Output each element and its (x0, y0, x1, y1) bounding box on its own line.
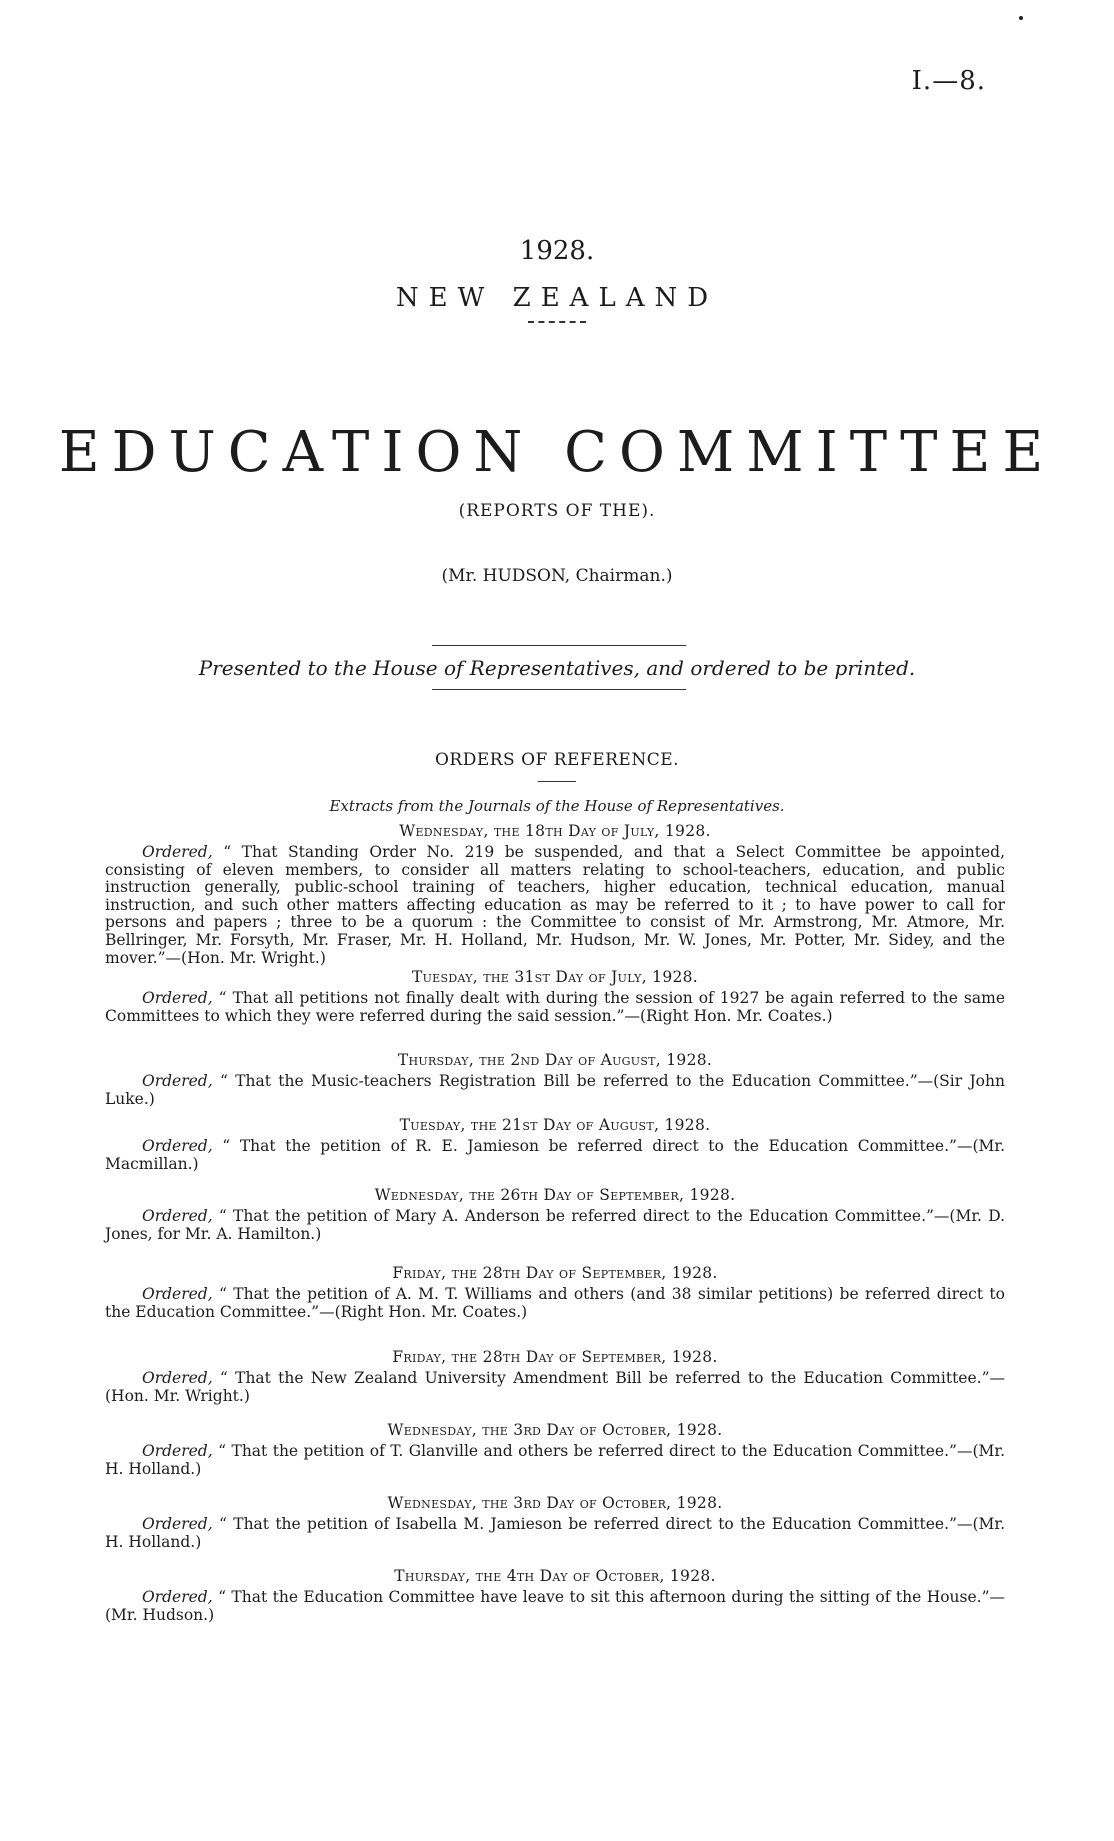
entry-date: Tuesday, the 31st Day of July, 1928. (411, 968, 699, 986)
entry-order-text: “ That the petition of Mary A. Anderson be referred direct to the Education Committee.”—(Mr. D. Jones, for Mr. A. Hamilton.) (105, 1207, 1005, 1243)
entry-text (105, 1208, 1005, 1243)
entry-text (105, 1073, 1005, 1108)
entry-order-text: “ That the New Zealand University Amendment Bill be referred to the Education Committee.”—(Hon. Mr. Wright.) (105, 1369, 1005, 1405)
order-entry (105, 1494, 1005, 1551)
entry-text (105, 1370, 1005, 1405)
entry-order-text: “ That the petition of A. M. T. Williams and others (and 38 similar petitions) be referred direct to the Education Committee.”—(Right Hon. Mr. Coates.) (105, 1285, 1005, 1321)
entry-date: Wednesday, the 3rd Day of October, 1928. (387, 1494, 723, 1512)
ordered-label: Ordered, (142, 1072, 213, 1090)
chairman-line: (Mr. HUDSON, Chairman.) (441, 566, 673, 586)
short-rule (538, 781, 576, 782)
entry-text (105, 1286, 1005, 1321)
entry-order-text: “ That all petitions not finally dealt with during the session of 1927 be again referred to the same Committees to which they were referred during the said session.”—(Right Hon. Mr. Coates.) (105, 989, 1006, 1025)
ordered-label: Ordered, (142, 989, 213, 1007)
entry-text (105, 1516, 1005, 1551)
entry-date: Wednesday, the 3rd Day of October, 1928. (387, 1421, 723, 1439)
entry-text (105, 1443, 1005, 1478)
page-subtitle: (REPORTS OF THE). (458, 501, 656, 521)
entry-order-text: “ That the petition of T. Glanville and others be referred direct to the Education Committee.”—(Mr. H. Holland.) (105, 1442, 1005, 1478)
order-entry (105, 1348, 1005, 1405)
entry-text (105, 1589, 1005, 1624)
ordered-label: Ordered, (142, 843, 213, 861)
entry-date: Thursday, the 4th Day of October, 1928. (394, 1567, 716, 1585)
rule-above-presented (432, 645, 686, 646)
entry-date: Wednesday, the 18th Day of July, 1928. (399, 822, 711, 840)
entry-date: Friday, the 28th Day of September, 1928. (392, 1348, 718, 1366)
entry-date: Tuesday, the 21st Day of August, 1928. (399, 1116, 711, 1134)
ordered-label: Ordered, (142, 1442, 213, 1460)
entry-date: Thursday, the 2nd Day of August, 1928. (397, 1051, 713, 1069)
document-reference: I.—8. (911, 66, 986, 96)
rule-below-presented (432, 689, 686, 690)
entry-order-text: “ That the Education Committee have leave to sit this afternoon during the sitting of the House.”—(Mr. Hudson.) (105, 1588, 1005, 1624)
order-entry (105, 1567, 1005, 1624)
entry-order-text: “ That the Music-teachers Registration Bill be referred to the Education Committee.”—(Sir John Luke.) (105, 1072, 1005, 1108)
ordered-label: Ordered, (142, 1137, 213, 1155)
order-entry (105, 1421, 1005, 1478)
entry-order-text: “ That the petition of R. E. Jamieson be referred direct to the Education Committee.”—(Mr. Macmillan.) (105, 1137, 1005, 1173)
order-entry (105, 1186, 1005, 1243)
entry-order-text: “ That Standing Order No. 219 be suspended, and that a Select Committee be appointed, consisting of eleven members, to consider all matters relating to school-teachers, education, and public instruction generally, public-school training of teachers, higher education, technical education, manual instruction, and such other matters affecting education as may be referred to it ; to have power to call for persons and papers ; three to be a quorum : the Committee to consist of Mr. Armstrong, Mr. Atmore, Mr. Bellringer, Mr. Forsyth, Mr. Fraser, Mr. H. Holland, Mr. Hudson, Mr. W. Jones, Mr. Potter, Mr. Sidey, and the mover.”—(Hon. Mr. Wright.) (105, 843, 1005, 967)
page-title: EDUCATION COMMITTEE (58, 420, 1056, 485)
extracts-subheading: Extracts from the Journals of the House of Representatives. (329, 797, 785, 815)
ordered-label: Ordered, (142, 1369, 213, 1387)
ordered-label: Ordered, (142, 1588, 213, 1606)
ordered-label: Ordered, (142, 1515, 213, 1533)
entry-text (105, 990, 1005, 1025)
order-entry (105, 822, 1005, 967)
orders-of-reference-heading: ORDERS OF REFERENCE. (434, 750, 680, 770)
entry-text (105, 844, 1005, 967)
entry-order-text: “ That the petition of Isabella M. Jamieson be referred direct to the Education Committee.”—(Mr. H. Holland.) (105, 1515, 1005, 1551)
presented-line: Presented to the House of Representatives, and ordered to be printed. (198, 656, 916, 680)
short-dashed-rule (528, 321, 586, 323)
order-entry (105, 1051, 1005, 1108)
ordered-label: Ordered, (142, 1207, 213, 1225)
entry-date: Wednesday, the 26th Day of September, 1928. (374, 1186, 736, 1204)
ordered-label: Ordered, (142, 1285, 213, 1303)
year-heading: 1928. (519, 236, 595, 266)
country-heading: NEW ZEALAND (395, 283, 719, 313)
order-entry (105, 1116, 1005, 1173)
entry-date: Friday, the 28th Day of September, 1928. (392, 1264, 718, 1282)
entry-text (105, 1138, 1005, 1173)
order-entry (105, 1264, 1005, 1321)
order-entry (105, 968, 1005, 1025)
page-speck (1019, 16, 1023, 20)
